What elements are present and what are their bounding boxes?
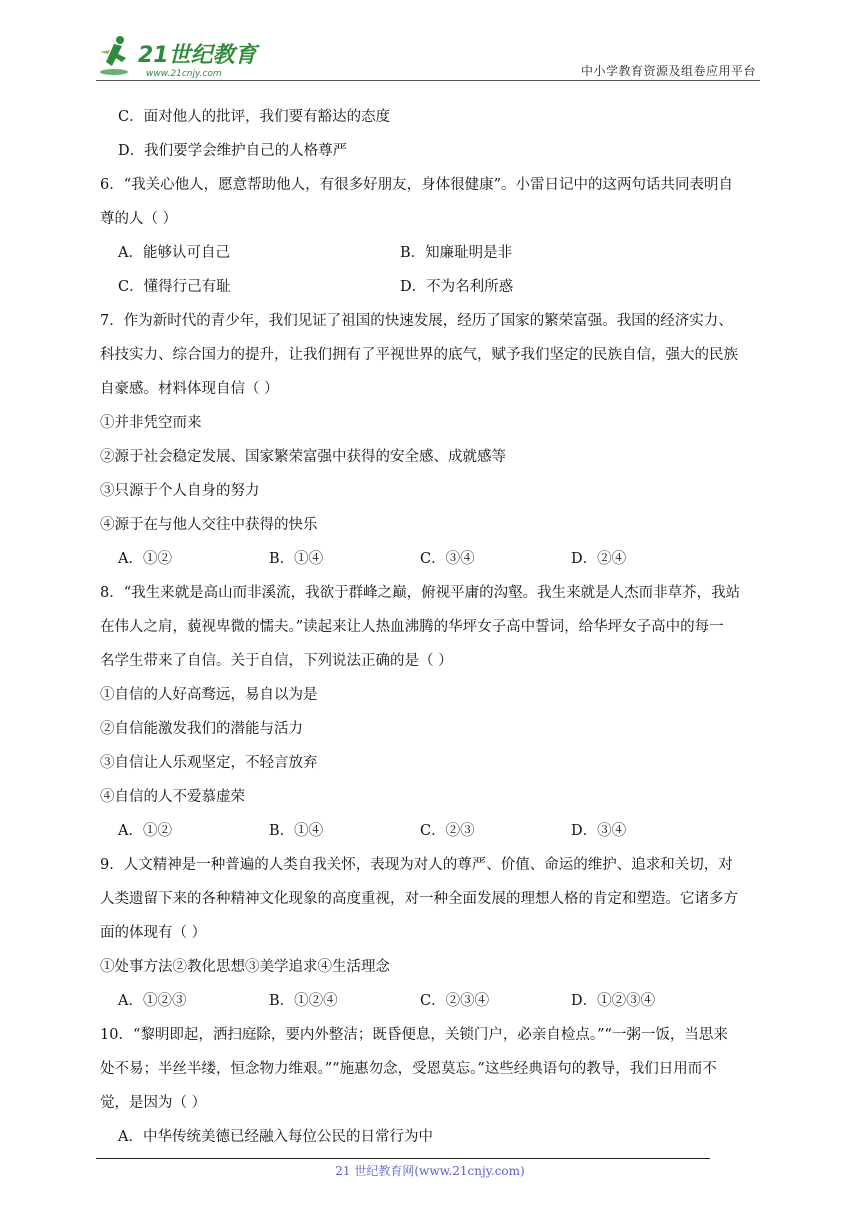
question-text-line: 名学生带来了自信。关于自信，下列说法正确的是（ ） — [100, 653, 453, 669]
logo-url: www.21cnjy.com — [146, 69, 222, 79]
answer-option: A．①② — [118, 823, 172, 839]
answer-option: B．知廉耻明是非 — [400, 245, 513, 261]
header-platform-text: 中小学教育资源及组卷应用平台 — [580, 64, 756, 78]
answer-option: C．②③ — [420, 823, 475, 839]
answer-option: B．①②④ — [269, 993, 338, 1009]
answer-option: C．③④ — [420, 551, 475, 567]
question-text-line: ①处事方法②教化思想③美学追求④生活理念 — [100, 959, 390, 975]
answer-option: A．①② — [118, 551, 172, 567]
answer-options-row — [100, 236, 764, 270]
footer-divider — [96, 1158, 710, 1159]
answer-options-row — [100, 542, 764, 576]
question-text-line: 10．“黎明即起，洒扫庭除，要内外整洁；既昏便息，关锁门户，必亲自检点。”“一粥一饭，当思来 — [100, 1027, 728, 1043]
answer-option: D．①②③④ — [571, 993, 656, 1009]
question-text-line: ①自信的人好高骛远，易自以为是 — [100, 687, 318, 703]
question-text-line: 人类遗留下来的各种精神文化现象的高度重视，对一种全面发展的理想人格的肯定和塑造。它诸多方 — [100, 891, 738, 907]
question-text-line: ②自信能激发我们的潜能与活力 — [100, 721, 303, 737]
answer-option: D．我们要学会维护自己的人格尊严 — [118, 143, 348, 159]
question-text-line: ③只源于个人自身的努力 — [100, 483, 260, 499]
answer-option: C．②③④ — [420, 993, 490, 1009]
answer-option: A．①②③ — [118, 993, 187, 1009]
answer-option: C．懂得行己有耻 — [118, 279, 231, 295]
logo-21cnjy — [96, 32, 266, 80]
question-text-line: 科技实力、综合国力的提升，让我们拥有了平视世界的底气，赋予我们坚定的民族自信，强大的民族 — [100, 347, 738, 363]
answer-option: D．不为名利所惑 — [400, 279, 514, 295]
logo-text: 21世纪教育 — [138, 43, 257, 68]
question-text-line: 7．作为新时代的青少年，我们见证了祖国的快速发展，经历了国家的繁荣富强。我国的经济实力、 — [100, 313, 733, 329]
question-text-line: ③自信让人乐观坚定，不轻言放弃 — [100, 755, 318, 771]
answer-option: B．①④ — [269, 823, 324, 839]
answer-option: C．面对他人的批评，我们要有豁达的态度 — [118, 109, 391, 125]
question-text-line: 处不易；半丝半缕，恒念物力维艰。”“施惠勿念，受恩莫忘。”这些经典语句的教导，我们日用而不 — [100, 1061, 717, 1077]
question-text-line: 自豪感。材料体现自信（ ） — [100, 381, 279, 397]
answer-option: A．中华传统美德已经融入每位公民的日常行为中 — [118, 1129, 433, 1145]
question-text-line: 尊的人（ ） — [100, 211, 178, 227]
question-text-line: 6．“我关心他人，愿意帮助他人，有很多好朋友，身体很健康”。小雷日记中的这两句话共同表明自 — [100, 177, 734, 193]
answer-options-row — [100, 270, 764, 304]
question-text-line: ②源于社会稳定发展、国家繁荣富强中获得的安全感、成就感等 — [100, 449, 506, 465]
question-text-line: 面的体现有（ ） — [100, 925, 207, 941]
answer-option: D．②④ — [571, 551, 627, 567]
question-text-line: 觉，是因为（ ） — [100, 1095, 207, 1111]
question-text-line: ①并非凭空而来 — [100, 415, 202, 431]
question-text-line: 在伟人之肩，藐视卑微的懦夫。”读起来让人热血沸腾的华坪女子高中誓词，给华坪女子高中的每一 — [100, 619, 724, 635]
answer-option: A．能够认可自己 — [118, 245, 230, 261]
answer-options-row — [100, 814, 764, 848]
answer-options-row — [100, 984, 764, 1018]
footer-text: 21 世纪教育网(www.21cnjy.com) — [335, 1164, 525, 1178]
page-header — [96, 32, 760, 82]
header-divider — [96, 80, 760, 81]
answer-option: B．①④ — [269, 551, 324, 567]
question-text-line: ④自信的人不爱慕虚荣 — [100, 789, 245, 805]
question-text-line: ④源于在与他人交往中获得的快乐 — [100, 517, 318, 533]
question-text-line: 9．人文精神是一种普遍的人类自我关怀，表现为对人的尊严、价值、命运的维护、追求和关切，对 — [100, 857, 733, 873]
question-content — [100, 100, 764, 1154]
question-text-line: 8．“我生来就是高山而非溪流，我欲于群峰之巅，俯视平庸的沟壑。我生来就是人杰而非草芥，我站 — [100, 585, 741, 601]
answer-option: D．③④ — [571, 823, 627, 839]
